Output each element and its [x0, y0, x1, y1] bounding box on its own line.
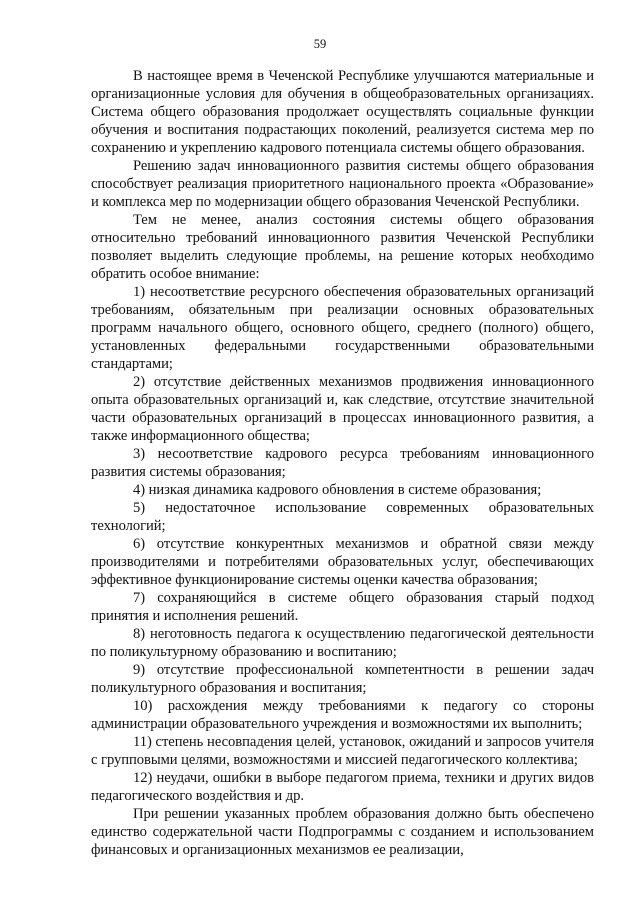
list-item-problem-8: 8) неготовность педагога к осуществлению педагогической деятельности по поликультурному образованию и воспитанию;: [91, 626, 594, 660]
list-item-problem-10: 10) расхождения между требованиями к педагогу со стороны администрации образовательного учреждения и возможностями их выполнить;: [91, 698, 594, 732]
list-item-problem-11: 11) степень несовпадения целей, установок, ожиданий и запросов учителя с групповыми целями, возможностями и миссией педагогического коллектива;: [91, 734, 594, 768]
list-item-problem-12: 12) неудачи, ошибки в выборе педагогом приема, техники и других видов педагогического воздействия и др.: [91, 770, 594, 804]
paragraph-problems-intro: Тем не менее, анализ состояния системы общего образования относительно требований инновационного развития Чеченской Республики позволяет выделить следующие проблемы, на решение которых необходимо обратить особое внимание:: [91, 212, 594, 282]
list-item-problem-7: 7) сохраняющийся в системе общего образования старый подход принятия и исполнения решений.: [91, 590, 594, 624]
list-item-problem-4: 4) низкая динамика кадрового обновления в системе образования;: [133, 482, 542, 498]
body-text: [91, 67, 594, 859]
list-item-problem-2: 2) отсутствие действенных механизмов продвижения инновационного опыта образовательных организаций и, как следствие, отсутствие значительной части образовательных организаций в процессах инновационного развития, а также информационного общества;: [91, 374, 594, 444]
list-item-problem-1: 1) несоответствие ресурсного обеспечения образовательных организаций требованиям, обязательным при реализации основных образовательных программ начального общего, основного общего, среднего (полного) общего, установленных федеральными государственными образовательными стандартами;: [91, 284, 594, 372]
list-item-problem-6: 6) отсутствие конкурентных механизмов и обратной связи между производителями и потребителями образовательных услуг, обеспечивающих эффективное функционирование системы оценки качества образования;: [91, 536, 594, 588]
paragraph-intro: В настоящее время в Чеченской Республике улучшаются материальные и организационные условия для обучения в общеобразовательных организациях. Система общего образования продолжает осуществлять социальные функции обучения и воспитания подрастающих поколений, реализуется система мер по сохранению и укреплению кадрового потенциала системы общего образования.: [91, 68, 594, 156]
list-item-problem-5: 5) недостаточное использование современных образовательных технологий;: [91, 500, 594, 534]
list-item-problem-9: 9) отсутствие профессиональной компетентности в решении задач поликультурного образования и воспитания;: [91, 662, 594, 696]
paragraph-conclusion: При решении указанных проблем образования должно быть обеспечено единство содержательной части Подпрограммы с созданием и использованием финансовых и организационных механизмов ее реализации,: [91, 806, 594, 858]
page-number: 59: [313, 37, 327, 51]
list-item-problem-3: 3) несоответствие кадрового ресурса требованиям инновационного развития системы образования;: [91, 446, 594, 480]
paragraph-innovation: Решению задач инновационного развития системы общего образования способствует реализация приоритетного национального проекта «Образование» и комплекса мер по модернизации общего образования Чеченской Республики.: [91, 158, 594, 210]
